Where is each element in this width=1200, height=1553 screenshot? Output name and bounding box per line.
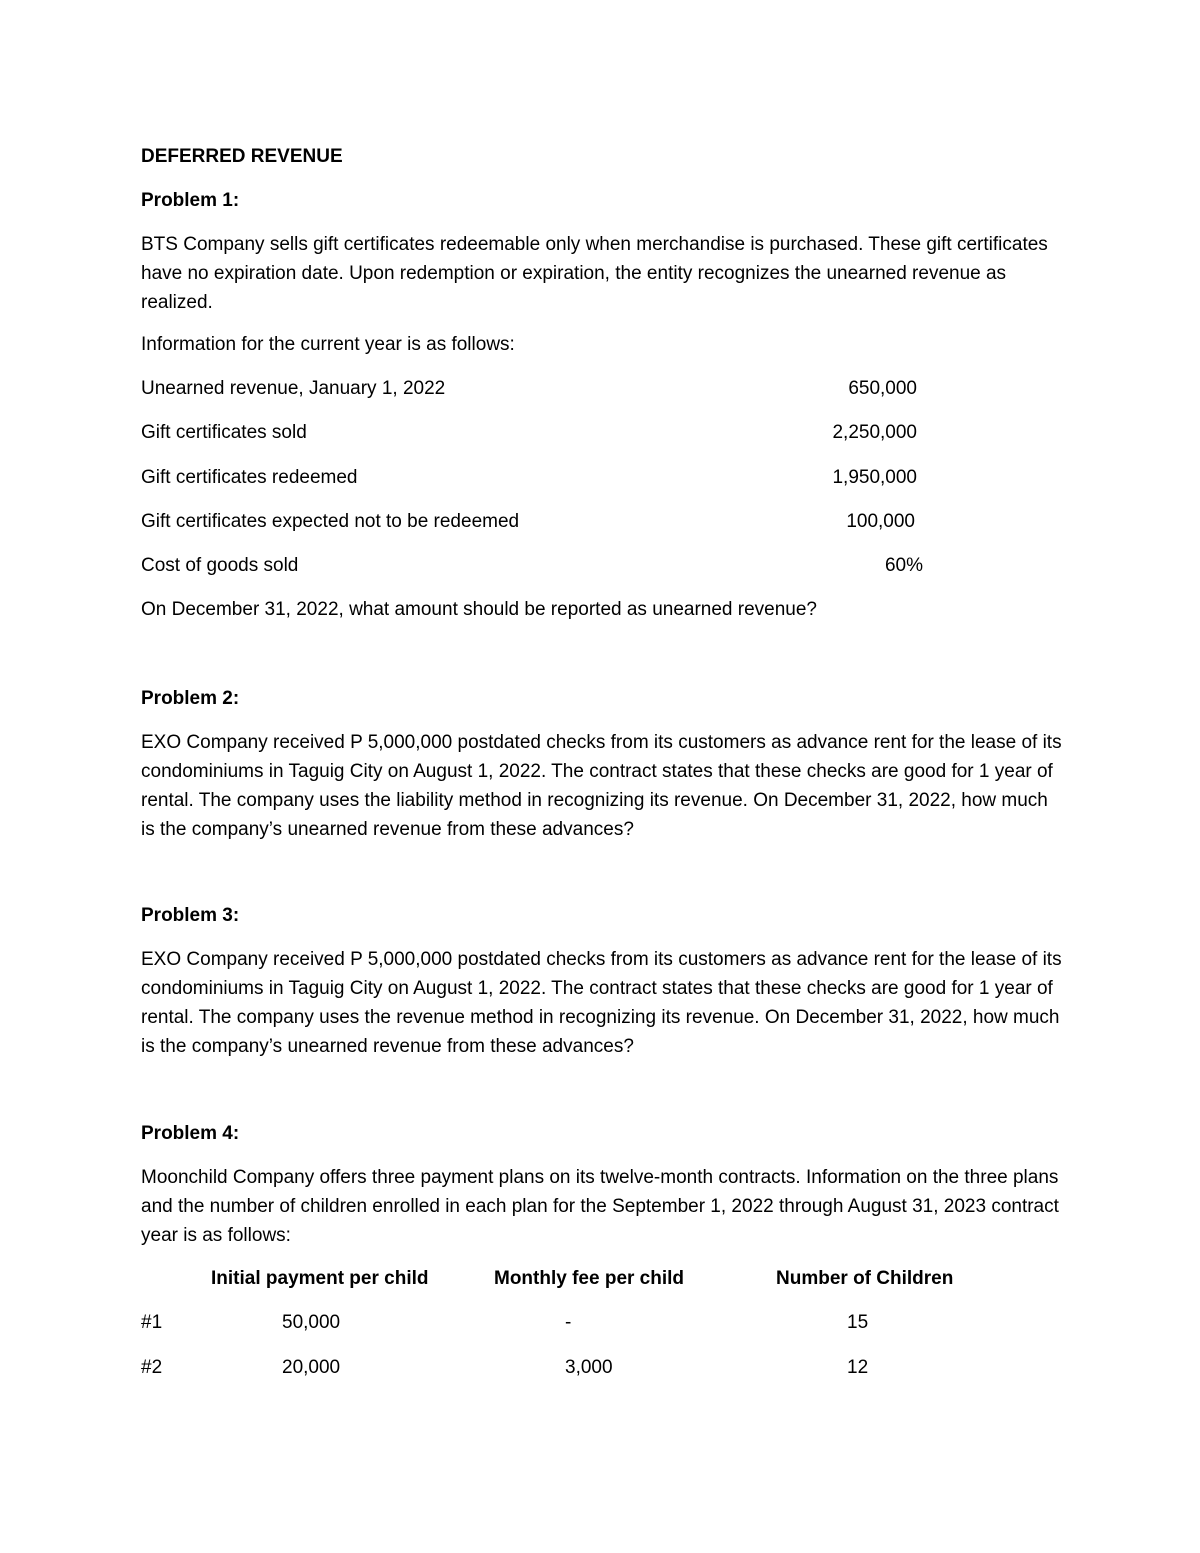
problem-4-text: Moonchild Company offers three payment plans on its twelve-month contracts. Information on the three plans and the number of children enrolled in each plan for the September 1, 2022 through August 31, 2023 contract year is as follows: <box>141 1167 1059 1246</box>
item-label: Gift certificates redeemed <box>141 467 358 488</box>
problem-1-info-line: Information for the current year is as follows: <box>141 334 515 355</box>
item-value: 60% <box>884 555 923 576</box>
table-cell-plan: #2 <box>141 1357 163 1378</box>
item-value: 1,950,000 <box>832 467 917 488</box>
problem-1-question: On December 31, 2022, what amount should be reported as unearned revenue? <box>141 599 818 620</box>
item-label: Gift certificates sold <box>141 422 307 443</box>
item-value: 650,000 <box>848 378 917 399</box>
problem-1-heading: Problem 1: <box>141 190 240 211</box>
item-label: Unearned revenue, January 1, 2022 <box>141 378 446 399</box>
table-cell-monthly: 3,000 <box>565 1357 613 1378</box>
item-value: 2,250,000 <box>832 422 917 443</box>
table-header-children: Number of Children <box>776 1268 954 1289</box>
item-label: Gift certificates expected not to be redeemed <box>141 511 520 532</box>
problem-1-intro: BTS Company sells gift certificates redeemable only when merchandise is purchased. These gift certificates have no expiration date. Upon redemption or expiration, the entity recognizes the unearned revenue as realized. <box>141 234 1048 313</box>
table-header-monthly: Monthly fee per child <box>494 1268 685 1289</box>
table-cell-initial: 20,000 <box>282 1357 341 1378</box>
problem-2-heading: Problem 2: <box>141 688 240 709</box>
table-cell-children: 15 <box>847 1312 869 1333</box>
table-cell-plan: #1 <box>141 1312 163 1333</box>
table-cell-monthly: - <box>565 1312 572 1333</box>
table-cell-initial: 50,000 <box>282 1312 341 1333</box>
table-header-initial: Initial payment per child <box>211 1268 429 1289</box>
document-title: DEFERRED REVENUE <box>141 146 343 167</box>
problem-3-heading: Problem 3: <box>141 905 240 926</box>
problem-4-heading: Problem 4: <box>141 1123 240 1144</box>
item-value: 100,000 <box>846 511 915 532</box>
problem-2-text: EXO Company received P 5,000,000 postdated checks from its customers as advance rent for the lease of its condominiums in Taguig City on August 1, 2022. The contract states that these checks are good for 1 year of rental. The company uses the liability method in recognizing its revenue. On December 31, 2022, how much is the company’s unearned revenue from these advances? <box>141 732 1062 840</box>
problem-3-text: EXO Company received P 5,000,000 postdated checks from its customers as advance rent for the lease of its condominiums in Taguig City on August 1, 2022. The contract states that these checks are good for 1 year of rental. The company uses the revenue method in recognizing its revenue. On December 31, 2022, how much is the company’s unearned revenue from these advances? <box>141 949 1062 1057</box>
item-label: Cost of goods sold <box>141 555 299 576</box>
table-cell-children: 12 <box>847 1357 869 1378</box>
